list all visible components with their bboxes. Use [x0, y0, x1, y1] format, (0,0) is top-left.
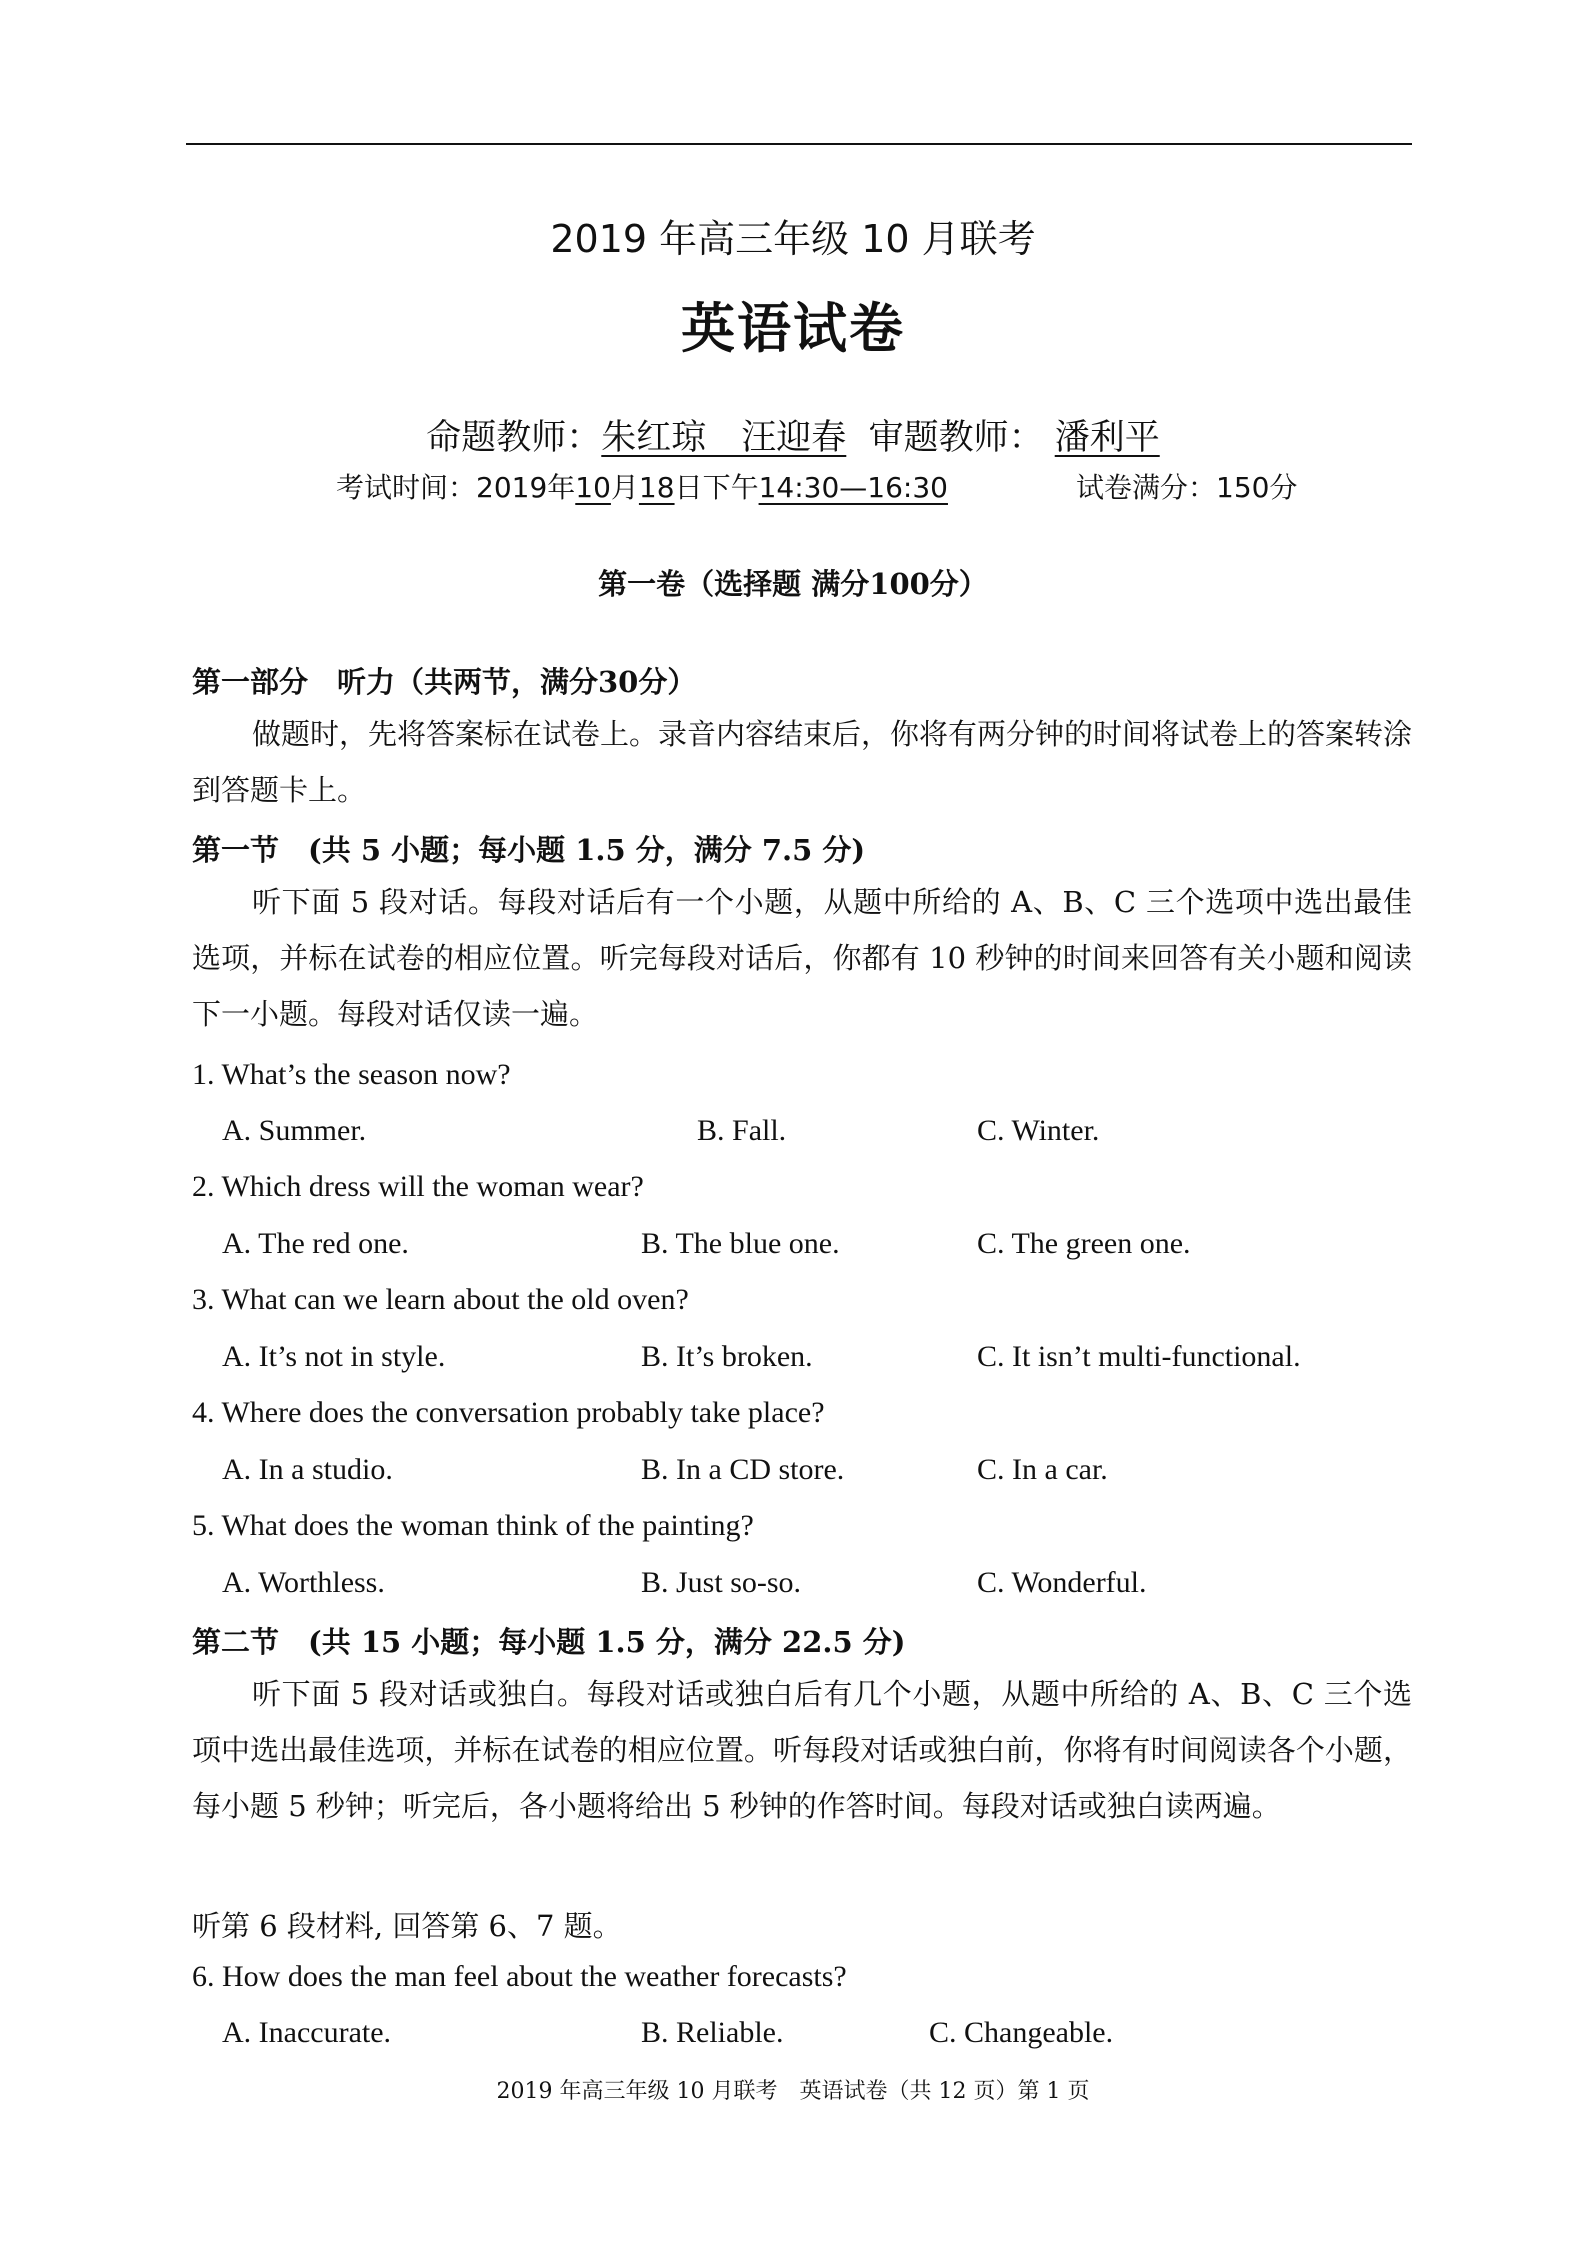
q3-option-c: C. It isn’t multi-functional. [977, 1340, 1301, 1373]
section2-instruction: 听下面 5 段对话或独白。每段对话或独白后有几个小题，从题中所给的 A、B、C 三个选项中选出最佳选项，并标在试卷的相应位置。听每段对话或独白前，你将有时间阅读各个小题，每小题 5 秒钟；听完后，各小题将给出 5 秒钟的作答时间。每段对话或独白读两遍。 [192, 1677, 1412, 1823]
q4-option-a: A. In a studio. [222, 1453, 393, 1486]
q2-option-c: C. The green one. [977, 1227, 1191, 1260]
part1-instruction: 做题时，先将答案标在试卷上。录音内容结束后，你将有两分钟的时间将试卷上的答案转涂到答题卡上。 [192, 717, 1413, 807]
q1-option-c: C. Winter. [977, 1114, 1100, 1147]
time-month: 10 [575, 471, 611, 504]
top-rule [186, 143, 1412, 145]
q2-option-a: A. The red one. [222, 1227, 409, 1260]
section2-heading: 第二节 (共 15 小题；每小题 1.5 分，满分 22.5 分) [192, 1625, 906, 1659]
reviewer-label: 审题教师： [868, 418, 1044, 458]
q2-option-b: B. The blue one. [641, 1227, 840, 1260]
q5-option-b: B. Just so-so. [641, 1566, 802, 1599]
reviewer-name: 潘利平 [1054, 418, 1160, 458]
part1-heading: 第一部分 听力（共两节，满分30分） [192, 665, 697, 699]
section1-instruction: 听下面 5 段对话。每段对话后有一个小题，从题中所给的 A、B、C 三个选项中选出最佳选项，并标在试卷的相应位置。听完每段对话后，你都有 10 秒钟的时间来回答有关小题和阅读下一小题。每段对话仅读一遍。 [192, 885, 1412, 1031]
q5-option-a: A. Worthless. [222, 1566, 385, 1599]
question-4: 4. Where does the conversation probably take place? [192, 1396, 825, 1429]
q6-option-a: A. Inaccurate. [222, 2016, 392, 2049]
q1-option-b: B. Fall. [697, 1114, 787, 1147]
q1-option-a: A. Summer. [222, 1114, 367, 1147]
time-day-unit: 日下午 [674, 471, 759, 504]
q4-option-b: B. In a CD store. [641, 1453, 845, 1486]
exam-title: 2019 年高三年级 10 月联考 [550, 217, 1036, 261]
question-6: 6. How does the man feel about the weather forecasts? [192, 1960, 847, 1993]
q3-option-a: A. It’s not in style. [222, 1340, 446, 1373]
question-1: 1. What’s the season now? [192, 1058, 511, 1091]
material-note: 听第 6 段材料, 回答第 6、7 题。 [192, 1909, 622, 1943]
page-footer: 2019 年高三年级 10 月联考 英语试卷（共 12 页）第 1 页 [496, 2079, 1090, 2104]
full-score: 试卷满分：150分 [1076, 471, 1298, 504]
subject-title: 英语试卷 [681, 297, 905, 360]
q6-option-c: C. Changeable. [929, 2016, 1114, 2049]
question-3: 3. What can we learn about the old oven? [192, 1283, 689, 1316]
teacher-line [0, 410, 1586, 460]
setter-names: 朱红琼 汪迎春 [601, 418, 847, 458]
section1-heading: 第一节 (共 5 小题；每小题 1.5 分，满分 7.5 分) [192, 833, 866, 867]
q5-option-c: C. Wonderful. [977, 1566, 1147, 1599]
question-5: 5. What does the woman think of the painting? [192, 1509, 754, 1542]
exam-time [336, 466, 948, 506]
time-day: 18 [638, 471, 675, 504]
time-label: 考试时间：2019年 [336, 471, 576, 504]
time-month-unit: 月 [610, 471, 639, 504]
question-2: 2. Which dress will the woman wear? [192, 1170, 644, 1203]
setter-label: 命题教师： [426, 418, 602, 458]
q4-option-c: C. In a car. [977, 1453, 1108, 1486]
q3-option-b: B. It’s broken. [641, 1340, 813, 1373]
volume-title: 第一卷（选择题 满分100分） [598, 567, 988, 601]
q6-option-b: B. Reliable. [641, 2016, 784, 2049]
time-range: 14:30—16:30 [758, 471, 948, 504]
